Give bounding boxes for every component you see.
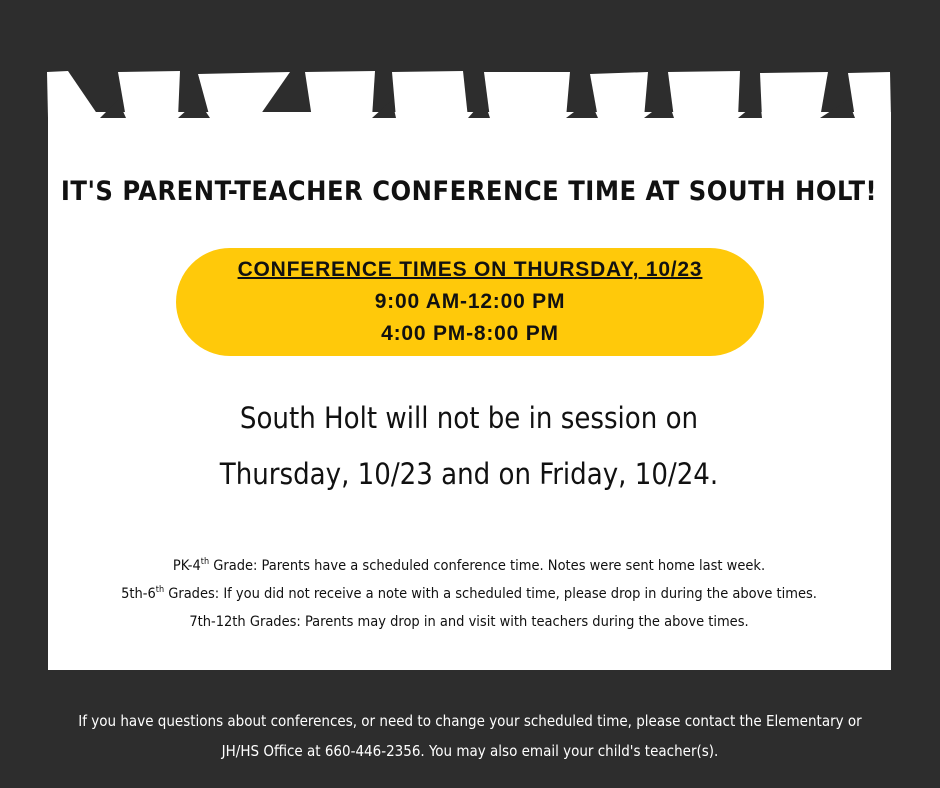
grade-range: PK-4 [172, 558, 201, 574]
grade-range: 7th-12th [189, 614, 246, 630]
no-session-line-2: Thursday, 10/23 and on Friday, 10/24. [219, 457, 719, 491]
contact-footer [20, 706, 920, 766]
evening-time-slot: 4:00 PM-8:00 PM [381, 322, 559, 345]
grade-range: 5th-6 [121, 586, 156, 602]
grade-instructions [48, 552, 890, 636]
page-title: IT'S PARENT-TEACHER CONFERENCE TIME AT SOUTH HOLT! [60, 176, 878, 207]
morning-time-slot: 9:00 AM-12:00 PM [374, 290, 566, 313]
grade-line-5-6 [48, 580, 890, 608]
grade-instruction-text: Grade: Parents have a scheduled conference time. Notes were sent home last week. [209, 558, 766, 574]
ordinal-suffix: th [200, 557, 210, 567]
grade-line-7-12 [48, 608, 890, 636]
conference-times-banner [176, 248, 764, 356]
conference-times-heading: CONFERENCE TIMES ON THURSDAY, 10/23 [237, 258, 703, 281]
footer-line-2: JH/HS Office at 660-446-2356. You may also email your child's teacher(s). [221, 742, 719, 760]
grade-instruction-text: Grades: If you did not receive a note with a scheduled time, please drop in during the above times. [164, 586, 817, 602]
no-session-notice [48, 390, 890, 502]
grade-instruction-text: Grades: Parents may drop in and visit with teachers during the above times. [245, 614, 749, 630]
footer-line-1: If you have questions about conferences, or need to change your scheduled time, please contact the Elementary or [78, 712, 862, 730]
grade-line-pk-4 [48, 552, 890, 580]
no-session-line-1: South Holt will not be in session on [239, 401, 699, 435]
ordinal-suffix: th [155, 585, 165, 595]
